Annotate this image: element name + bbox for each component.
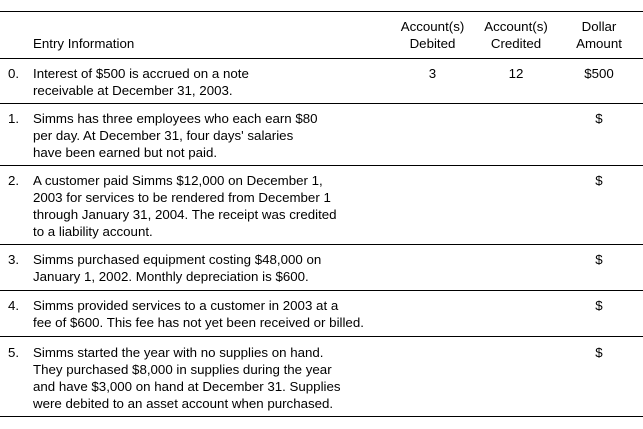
description-line: They purchased $8,000 in supplies during the year	[33, 362, 332, 377]
debited-header-line1: Account(s)	[400, 19, 465, 34]
amount-header-line2: Amount	[576, 36, 622, 51]
description-line: January 1, 2002. Monthly depreciation is $600.	[33, 269, 309, 284]
row-description	[33, 65, 383, 99]
row-number: 0.	[8, 66, 20, 81]
amount-header	[568, 18, 630, 52]
description-line: Interest of $500 is accrued on a note	[33, 66, 249, 81]
description-line: receivable at December 31, 2003.	[33, 83, 233, 98]
rule-row-5	[0, 416, 643, 417]
amount-header-line1: Dollar	[581, 19, 617, 34]
row-description	[33, 251, 383, 285]
debited-header	[395, 18, 470, 52]
dollar-amount: $	[595, 298, 603, 313]
description-line: have been earned but not paid.	[33, 145, 218, 160]
description-line: Simms started the year with no supplies on hand.	[33, 345, 324, 360]
row-number: 1.	[8, 111, 20, 126]
description-line: fee of $600. This fee has not yet been received or billed.	[33, 315, 364, 330]
row-number: 3.	[8, 252, 20, 267]
dollar-amount: $500	[584, 66, 614, 81]
dollar-amount: $	[595, 345, 603, 360]
rule-header	[0, 58, 643, 59]
row-description	[33, 172, 383, 240]
description-line: were debited to an asset account when purchased.	[33, 396, 334, 411]
rule-row-2	[0, 244, 643, 245]
account-credited: 12	[508, 66, 524, 81]
row-number: 5.	[8, 345, 20, 360]
dollar-amount: $	[595, 252, 603, 267]
row-number: 4.	[8, 298, 20, 313]
description-line: Simms has three employees who each earn $80	[33, 111, 318, 126]
row-description	[33, 110, 383, 161]
table-header	[0, 14, 643, 58]
row-description	[33, 297, 403, 331]
description-line: A customer paid Simms $12,000 on December 1,	[33, 173, 323, 188]
rule-top	[0, 11, 643, 12]
entry-info-header: Entry Information	[33, 36, 135, 51]
row-description	[33, 344, 383, 412]
rule-row-0	[0, 103, 643, 104]
dollar-amount: $	[595, 111, 603, 126]
credited-header	[478, 18, 554, 52]
row-number: 2.	[8, 173, 20, 188]
dollar-amount: $	[595, 173, 603, 188]
account-debited: 3	[428, 66, 437, 81]
credited-header-line1: Account(s)	[484, 19, 548, 34]
rule-row-3	[0, 290, 643, 291]
rule-row-1	[0, 165, 643, 166]
description-line: per day. At December 31, four days' salaries	[33, 128, 294, 143]
description-line: and have $3,000 on hand at December 31. Supplies	[33, 379, 341, 394]
description-line: to a liability account.	[33, 224, 153, 239]
rule-row-4	[0, 336, 643, 337]
description-line: Simms purchased equipment costing $48,000 on	[33, 252, 322, 267]
description-line: 2003 for services to be rendered from December 1	[33, 190, 331, 205]
description-line: Simms provided services to a customer in 2003 at a	[33, 298, 339, 313]
debited-header-line2: Debited	[409, 36, 456, 51]
description-line: through January 31, 2004. The receipt was credited	[33, 207, 337, 222]
credited-header-line2: Credited	[490, 36, 542, 51]
